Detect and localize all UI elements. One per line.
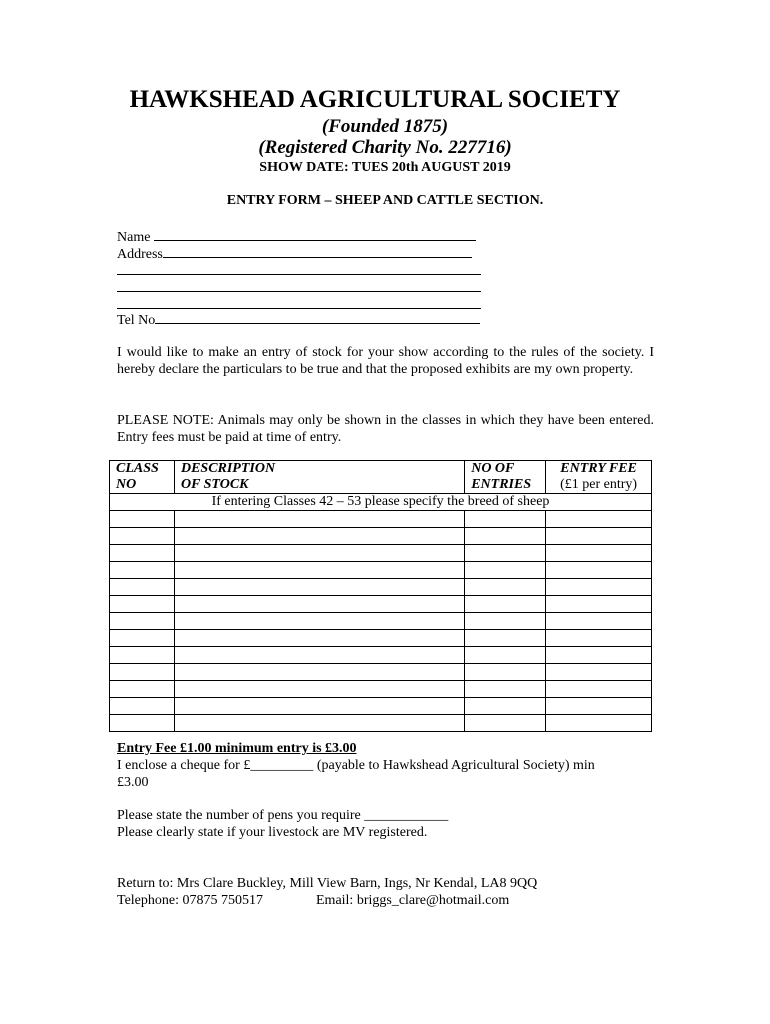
class-cell[interactable] bbox=[110, 647, 175, 664]
class-cell[interactable] bbox=[110, 698, 175, 715]
table-row[interactable] bbox=[110, 630, 652, 647]
class-cell[interactable] bbox=[110, 579, 175, 596]
table-row[interactable] bbox=[110, 579, 652, 596]
name-input-line[interactable] bbox=[154, 228, 476, 241]
entries-cell[interactable] bbox=[465, 647, 546, 664]
class-cell[interactable] bbox=[110, 596, 175, 613]
founded-subtitle: (Founded 1875) bbox=[321, 116, 449, 137]
entry-fee-header bbox=[546, 461, 652, 494]
return-address: Return to: Mrs Clare Buckley, Mill View Barn, Ings, Nr Kendal, LA8 9QQ bbox=[117, 876, 538, 891]
mv-registered-line: Please clearly state if your livestock are MV registered. bbox=[117, 825, 428, 840]
description-cell[interactable] bbox=[174, 630, 464, 647]
class-header-line2: NO bbox=[116, 477, 137, 492]
class-no-header bbox=[110, 461, 175, 494]
description-cell[interactable] bbox=[174, 681, 464, 698]
fee-cell[interactable] bbox=[546, 511, 652, 528]
email-line[interactable]: Email: briggs_clare@hotmail.com bbox=[316, 893, 510, 908]
entries-cell[interactable] bbox=[465, 579, 546, 596]
entries-cell[interactable] bbox=[465, 630, 546, 647]
table-row[interactable] bbox=[110, 596, 652, 613]
entries-header-line2: ENTRIES bbox=[471, 477, 532, 492]
entries-cell[interactable] bbox=[465, 664, 546, 681]
form-title: ENTRY FORM – SHEEP AND CATTLE SECTION. bbox=[226, 193, 544, 208]
pens-required-line[interactable]: Please state the number of pens you require ____________ bbox=[117, 808, 449, 823]
address-input-line[interactable] bbox=[163, 245, 472, 258]
fee-cell[interactable] bbox=[546, 613, 652, 630]
entries-cell[interactable] bbox=[465, 715, 546, 732]
description-cell[interactable] bbox=[174, 698, 464, 715]
fee-cell[interactable] bbox=[546, 698, 652, 715]
class-cell[interactable] bbox=[110, 613, 175, 630]
fee-cell[interactable] bbox=[546, 715, 652, 732]
entry-table bbox=[109, 460, 652, 732]
declaration-paragraph: I would like to make an entry of stock for your show according to the rules of the society. I hereby declare the particulars to be true and that the proposed exhibits are my own property. bbox=[117, 345, 654, 377]
entries-cell[interactable] bbox=[465, 613, 546, 630]
description-cell[interactable] bbox=[174, 528, 464, 545]
description-cell[interactable] bbox=[174, 613, 464, 630]
entries-cell[interactable] bbox=[465, 511, 546, 528]
table-row[interactable] bbox=[110, 562, 652, 579]
table-row[interactable] bbox=[110, 715, 652, 732]
name-field-row[interactable] bbox=[117, 228, 476, 246]
society-title: HAWKSHEAD AGRICULTURAL SOCIETY bbox=[129, 86, 621, 113]
entry-fee-heading: Entry Fee £1.00 minimum entry is £3.00 bbox=[117, 741, 357, 756]
fee-cell[interactable] bbox=[546, 545, 652, 562]
entries-cell[interactable] bbox=[465, 562, 546, 579]
class-cell[interactable] bbox=[110, 545, 175, 562]
address-label: Address bbox=[117, 247, 163, 262]
table-header-row bbox=[110, 461, 652, 494]
tel-input-line[interactable] bbox=[155, 311, 480, 324]
class-header-line1: CLASS bbox=[116, 461, 159, 476]
class-cell[interactable] bbox=[110, 630, 175, 647]
show-date: SHOW DATE: TUES 20th AUGUST 2019 bbox=[259, 160, 511, 175]
description-cell[interactable] bbox=[174, 664, 464, 681]
address-line-4[interactable] bbox=[117, 308, 481, 309]
class-cell[interactable] bbox=[110, 715, 175, 732]
sheep-breed-note: If entering Classes 42 – 53 please specify the breed of sheep bbox=[110, 494, 652, 511]
entries-cell[interactable] bbox=[465, 596, 546, 613]
description-cell[interactable] bbox=[174, 596, 464, 613]
table-row[interactable] bbox=[110, 528, 652, 545]
class-cell[interactable] bbox=[110, 562, 175, 579]
description-cell[interactable] bbox=[174, 562, 464, 579]
name-label: Name bbox=[117, 230, 151, 245]
class-cell[interactable] bbox=[110, 511, 175, 528]
class-cell[interactable] bbox=[110, 681, 175, 698]
fee-cell[interactable] bbox=[546, 562, 652, 579]
tel-label: Tel No bbox=[117, 313, 156, 328]
cheque-minimum: £3.00 bbox=[117, 775, 149, 790]
fee-cell[interactable] bbox=[546, 647, 652, 664]
description-cell[interactable] bbox=[174, 511, 464, 528]
description-header bbox=[174, 461, 464, 494]
entries-cell[interactable] bbox=[465, 698, 546, 715]
fee-cell[interactable] bbox=[546, 596, 652, 613]
table-row[interactable] bbox=[110, 613, 652, 630]
fee-header-line2: (£1 per entry) bbox=[560, 477, 638, 492]
table-row[interactable] bbox=[110, 511, 652, 528]
class-cell[interactable] bbox=[110, 664, 175, 681]
class-cell[interactable] bbox=[110, 528, 175, 545]
sheep-note-row bbox=[110, 494, 652, 511]
fee-cell[interactable] bbox=[546, 579, 652, 596]
entries-cell[interactable] bbox=[465, 528, 546, 545]
please-note-paragraph: PLEASE NOTE: Animals may only be shown in the classes in which they have been entered. Entry fees must be paid at time of entry. bbox=[117, 413, 654, 445]
fee-cell[interactable] bbox=[546, 664, 652, 681]
address-line-2[interactable] bbox=[117, 274, 481, 275]
telephone-line: Telephone: 07875 750517 bbox=[117, 893, 263, 908]
description-header-line1: DESCRIPTION bbox=[180, 461, 276, 476]
address-line-3[interactable] bbox=[117, 291, 481, 292]
charity-subtitle: (Registered Charity No. 227716) bbox=[258, 137, 512, 158]
entries-cell[interactable] bbox=[465, 545, 546, 562]
table-row[interactable] bbox=[110, 647, 652, 664]
description-cell[interactable] bbox=[174, 579, 464, 596]
fee-cell[interactable] bbox=[546, 681, 652, 698]
entries-header bbox=[465, 461, 546, 494]
fee-cell[interactable] bbox=[546, 630, 652, 647]
description-header-line2: OF STOCK bbox=[180, 477, 249, 492]
address-field-row[interactable] bbox=[117, 245, 472, 263]
fee-header-line1: ENTRY FEE bbox=[560, 461, 637, 476]
table-row[interactable] bbox=[110, 698, 652, 715]
cheque-line[interactable]: I enclose a cheque for £_________ (payable to Hawkshead Agricultural Society) min bbox=[117, 758, 595, 773]
entries-header-line1: NO OF bbox=[471, 461, 515, 476]
entries-cell[interactable] bbox=[465, 681, 546, 698]
table-row[interactable] bbox=[110, 681, 652, 698]
fee-cell[interactable] bbox=[546, 528, 652, 545]
description-cell[interactable] bbox=[174, 715, 464, 732]
table-row[interactable] bbox=[110, 664, 652, 681]
tel-field-row[interactable] bbox=[117, 311, 480, 329]
description-cell[interactable] bbox=[174, 545, 464, 562]
table-row[interactable] bbox=[110, 545, 652, 562]
description-cell[interactable] bbox=[174, 647, 464, 664]
